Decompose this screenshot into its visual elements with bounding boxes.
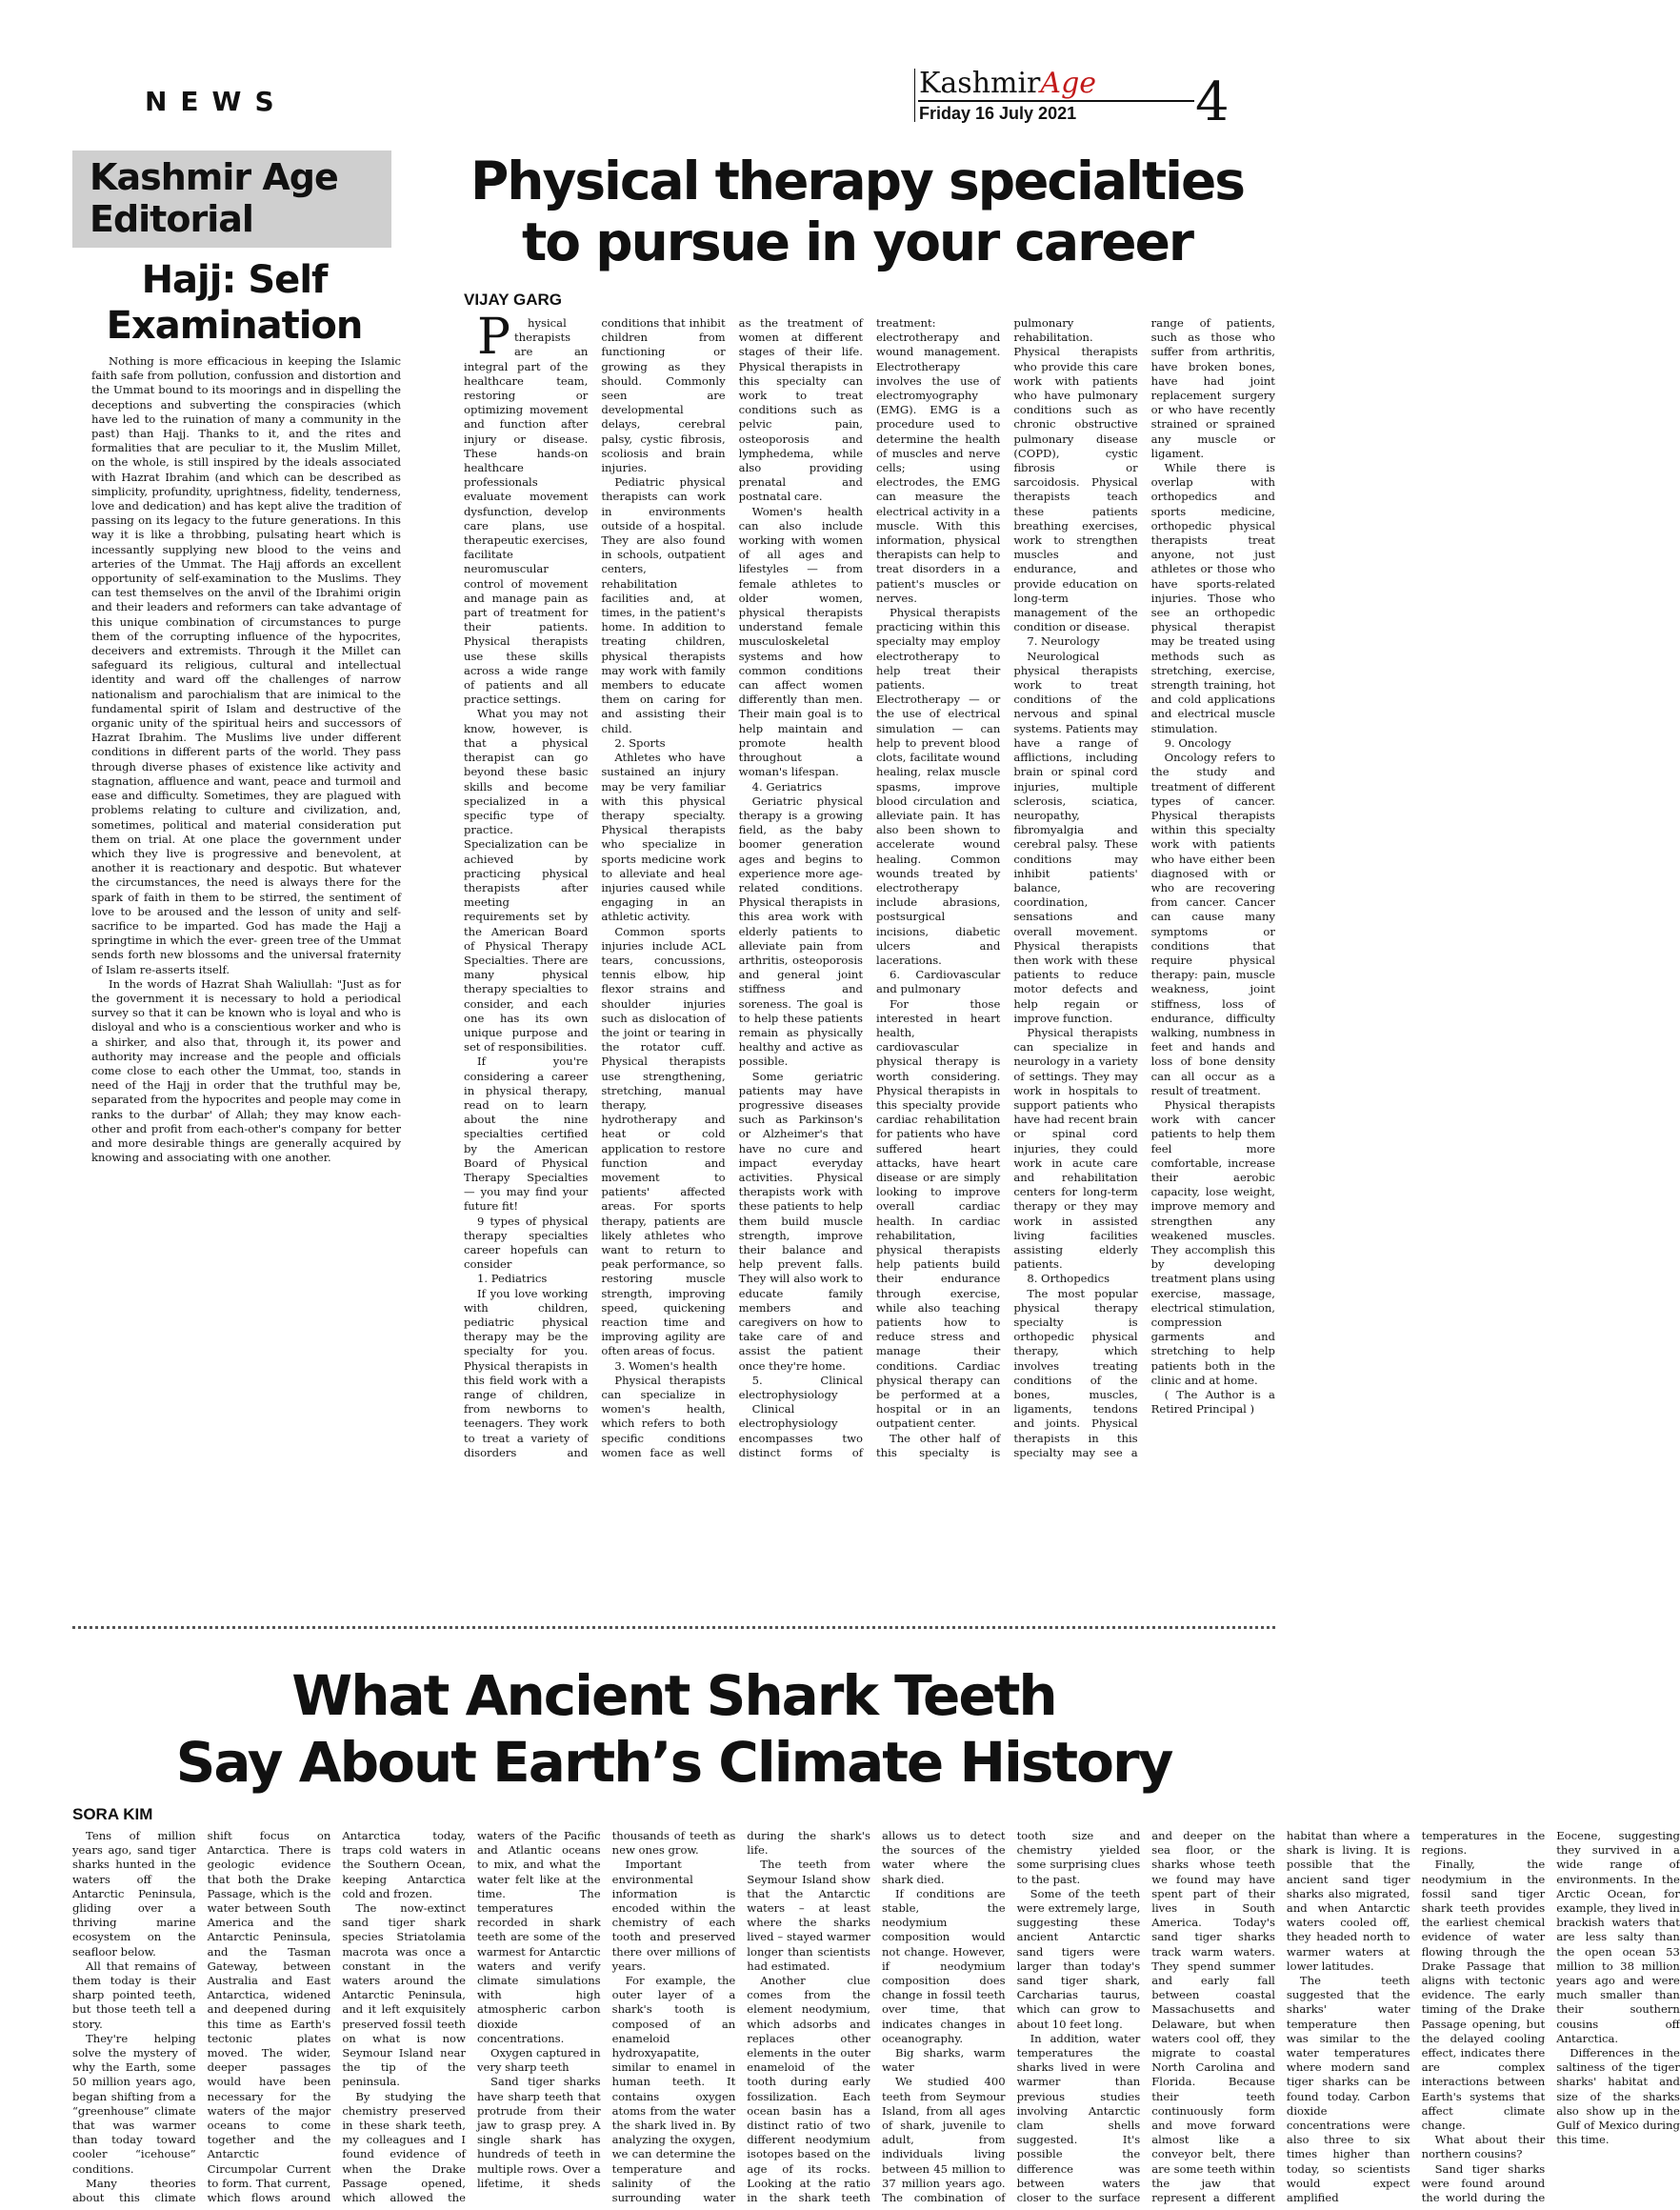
- article-1-headline: [448, 151, 1267, 272]
- article-1-paragraph: 9 types of physical therapy specialties career hopefuls can consider: [464, 1214, 589, 1272]
- article-2-paragraph: The teeth suggested that the sharks' water temperature then was similar to the water temperatures where modern sand tiger sharks can be found today. Carbon dioxide concentrations were also three to six times higher than today, so scientists would expect amplified temperatures in the regions.: [1286, 1829, 1546, 2205]
- editorial-headline-line-2: Examination: [106, 304, 363, 348]
- editorial-headline: [91, 257, 377, 349]
- page-number: 4: [1195, 71, 1230, 133]
- article-2-paragraph: Another clue comes from the element neodymium, which adsorbs and replaces other elements in the outer enameloid of the tooth during early fossilization. Each ocean basin has a distinct ratio of two different neodymium isotopes based on the age of its rocks. Looking at the ratio in the shark teeth allows us to detect the sources of the water where the shark died.: [747, 1829, 1006, 2205]
- article-1-subhead: 5. Clinical electrophysiology: [738, 1373, 863, 1402]
- article-2-paragraph: The teeth from Seymour Island show that the Antarctic waters – at least where the sharks lived – stayed warmer longer than scientists had estimated.: [747, 1858, 870, 1973]
- article-1-paragraph: For those interested in heart health, cardiovascular physical therapy is worth considering. Physical therapists in this specialty provide cardiac rehabilitation for patients who have suffered heart attacks, have heart disease or are simply looking to improve overall cardiac health. In cardiac rehabilitation, physical therapists help patients build their endurance through exercise, while also teaching patients how to reduce stress and manage their conditions. Cardiac physical therapy can be performed at a hospital or in an outpatient center.: [875, 996, 1001, 1431]
- article-1-subhead: 4. Geriatrics: [751, 779, 823, 794]
- article-2-paragraph: For example, the outer layer of a shark's tooth is composed of an enameloid hydroxyapatite, similar to enamel in human teeth. It contains oxygen atoms from the water the shark lived in. By analyzing the oxygen, we can determine the temperature and salinity of the surrounding water during the shark's life.: [611, 1829, 870, 2205]
- article-1-paragraph: Pediatric physical therapists can work in environments outside of a hospital. They are also found in schools, outpatient centers, rehabilitation facilities and, at times, in the patient's home. In addition to treating children, physical therapists may work with family members to educate them on caring for and assisting their child.: [601, 475, 726, 735]
- article-1-paragraph: Physical therapists practicing within this specialty may employ electrotherapy to help treat their patients. Electrotherapy — or the use of electrical simulation — can help to prevent blood clots, facilitate wound healing, relax muscle spasms, improve blood circulation and alleviate pain. It has also been shown to accelerate wound healing. Common wounds treated by electrotherapy include abrasions, postsurgical incisions, diabetic ulcers and lacerations.: [875, 606, 1001, 967]
- article-1-paragraph: Physical therapists are an integral part of the healthcare team, restoring or optimizing movement and function after injury or disease. These hands-on healthcare professionals evaluate movement dysfunction, develop care plans, use therapeutic exercises, facilitate neuromuscular control of movement and manage pain as part of treatment for their patients. Physical therapists use these skills across a wide range of patients and all practice settings.: [464, 309, 589, 707]
- article-1-subhead: 2. Sports: [614, 735, 666, 750]
- article-1-paragraph: Physical therapists can specialize in women's health, which refers to both specific conditions women face as well as the treatment of women at different stages of their life. Physical therapists in this specialty can work to treat conditions such as pelvic pain, osteoporosis and lymphedema, while also providing prenatal and postnatal care.: [601, 316, 863, 1459]
- article-1-subhead: 1. Pediatrics: [477, 1272, 548, 1286]
- article-1-paragraph: Athletes who have sustained an injury may be very familiar with this physical therapy specialty. Physical therapists who specialize in sports medicine work to alleviate and heal injuries caused while engaging in an athletic activity.: [601, 751, 726, 924]
- article-2-paragraph: In addition, water temperatures the sharks lived in were warmer than previous studies involving Antarctic clam shells suggested. It's possible the difference was between waters closer to the surface and deeper on the sea floor, or the sharks whose teeth we found may have spent part of their lives in South America. Today's sand tiger sharks track warm waters. They spend summer and early fall between coastal Massachusetts and Delaware, but when waters cool off, they migrate to coastal North Carolina and Florida. Because their teeth continuously form and move forward almost like a conveyor belt, there are some teeth within the jaw that represent a different habitat than where a shark is living. It is possible that the ancient sand tiger sharks also migrated, and when Antarctic waters cooled off, they headed north to warmer waters at lower latitudes.: [1016, 1829, 1410, 2205]
- article-2-byline: SORA KIM: [72, 1805, 153, 1823]
- article-2-body: [72, 1829, 1680, 2210]
- article-2-paragraph: If conditions are stable, the neodymium composition would not change. However, if neodymium composition does change in fossil teeth over time, that indicates changes in oceanography.: [881, 1886, 1006, 2045]
- article-1-paragraph: What you may not know, however, is that a physical therapist can go beyond these basic skills and become specialized in a specific type of practice. Specialization can be achieved by practicing physical therapists after meeting requirements set by the American Board of Physical Therapy Specialties. There are many physical therapy specialties to consider, and each one has its own unique purpose and set of responsibilities.: [464, 707, 589, 1055]
- article-2-subhead: Oxygen captured in very sharp teeth: [476, 2046, 601, 2075]
- article-1-paragraph: Oncology refers to the study and treatment of different types of cancer. Physical therapists within this specialty work with patients who have either been diagnosed with or who are recovering from cancer. Cancer can cause many symptoms or conditions that require physical therapy: pain, muscle weakness, joint stiffness, loss of endurance, difficulty walking, numbness in feet and hands and loss of bone density can all occur as a result of treatment.: [1150, 751, 1275, 1097]
- article-1-paragraph: If you're considering a career in physical therapy, read on to learn about the nine specialties certified by the American Board of Physical Therapy Specialties — you may find your future fit!: [464, 1055, 589, 1214]
- article-2-headline-line-2: Say About Earth’s Climate History: [175, 1730, 1172, 1795]
- article-2-headline-line-1: What Ancient Shark Teeth: [291, 1663, 1056, 1728]
- article-2-paragraph: Many theories about this climate shift focus on Antarctica. There is geologic evidence that both the Drake Passage, which is the water between South America and the Antarctic Peninsula, and the Tasman Gateway, between Australia and East Antarctica, widened and deepened during this time as Earth's tectonic plates moved. The wider, deeper passages would have been necessary for the waters of the major oceans to come together and the Antarctic Circumpolar Current to form. That current, which flows around Antarctica today, traps cold waters in the Southern Ocean, keeping Antarctica cold and frozen.: [72, 1829, 466, 2205]
- editorial-title-line-2: Editorial: [90, 198, 253, 240]
- editorial-section-title: [90, 156, 338, 240]
- article-2-paragraph: They're helping solve the mystery of why the Earth, some 50 million years ago, began shifting from a “greenhouse” climate that was warmer than today toward cooler “icehouse” conditions.: [72, 2031, 196, 2176]
- article-1-paragraph: If you love working with children, pediatric physical therapy may be the specialty for you. Physical therapists in this field work with a range of children, from newborns to teenagers. They work to treat a variety of disorders and conditions that inhibit children from functioning or growing as they should. Commonly seen are developmental delays, cerebral palsy, cystic fibrosis, scoliosis and brain injuries.: [464, 316, 726, 1459]
- issue-date: Friday 16 July 2021: [919, 104, 1077, 123]
- editorial-paragraph: Nothing is more efficacious in keeping the Islamic faith safe from pollution, confussion and distortion and the Ummat bound to its moorings and in dispelling the deceptions and subverting the conspiracies (which have led to the ruination of many a community in the past) than Hajj. Thanks to it, and the rites and formalities that are peculiar to it, the Muslim Millet, on the whole, is still inspired by the ideals associated with Hazrat Ibrahim (and which can be described as simplicity, profundity, uprightness, fidelity, tenderness, love and dedication) and has kept alive the tradition of passing on its legacy to the future generations. In this way it is like a throbbing, pulsating heart which is incessantly supplying new blood to the veins and arteries of the Ummat. The Hajj affords an excellent opportunity of self-examination to the Muslims. They can test themselves on the anvil of the Ibrahimi origin and their leaders and reformers can take advantage of this unique combination of circumstances to purge them of the corrupting influence of the hypocrites, deceivers and extremists. Through it the Millet can safeguard its religious, cultural and intellectual identity and ward off the challenges of narrow nationalism and parochialism that are inimical to the fundamental spirit of Islam and destructive of the organic unity of the spiritual heirs and successors of Hazrat Ibrahim. The Muslims live under different conditions in different parts of the world. They pass through diverse phases of existence like activity and stagnation, affluence and want, peace and turmoil and ease and difficulty. Sometimes, they are plagued with problems relating to culture and civilization, and, sometimes, political and material consideration put them on trial. At one place the government under which they live is progressive and benevolent, at another it is reactionary and despotic. But whatever the circumstances, the need is always there for the spark of faith in them to be stirred, the sentiment of love to be aroused and the lesson of unity and self-sacrifice to be imparted. God has made the Hajj a springtime in which the ever- green tree of the Ummat sends forth new blossoms and the universal fraternity of Islam re-asserts itself.: [91, 354, 401, 976]
- article-1-paragraph: The other half of this specialty is pulmonary rehabilitation. Physical therapists who provide this care work with patients who have pulmonary conditions such as chronic obstructive pulmonary disease (COPD), cystic fibrosis or sarcoidosis. Physical therapists teach these patients breathing exercises, work to strengthen muscles and endurance, and provide education on long-term management of the condition or disease.: [875, 316, 1138, 1459]
- editorial-title-line-1: Kashmir Age: [90, 156, 338, 198]
- article-2-paragraph: Tens of million years ago, sand tiger sharks hunted in the waters off the Antarctic Peninsula, gliding over a thriving marine ecosystem on the seafloor below.: [72, 1829, 196, 1959]
- editorial-tab-corner: [329, 151, 391, 248]
- article-1-body: [464, 309, 1275, 1612]
- article-1-headline-line-2: to pursue in your career: [521, 211, 1192, 272]
- article-1-paragraph: Clinical electrophysiology encompasses two distinct forms of treatment: electrotherapy and wound management. Electrotherapy involves the use of electromyography (EMG). EMG is a procedure used to determine the health of muscles and nerve cells; using electrodes, the EMG can measure the electrical activity in a muscle. With this information, physical therapists can help to treat disorders in a patient's muscles or nerves.: [738, 316, 1001, 1459]
- header-divider: [914, 69, 915, 122]
- article-2-paragraph: We studied 400 teeth from Seymour Island, from all ages of shark, juvenile to adult, from individuals living between 45 million to 37 million years ago. The combination of tooth size and chemistry yielded some surprising clues to the past.: [881, 1829, 1141, 2205]
- article-1-subhead: 7. Neurology: [1027, 634, 1100, 649]
- article-1-subhead: 8. Orthopedics: [1027, 1272, 1110, 1286]
- article-1-paragraph: Neurological physical therapists work to treat conditions of the nervous and spinal systems. Patients may have a range of afflictions, including brain or spinal cord injuries, multiple sclerosis, sciatica, neuropathy, fibromyalgia and cerebral palsy. These conditions may inhibit patients' balance, coordination, sensations and overall movement. Physical therapists then work with these patients to reduce motor defects and help regain or improve function.: [1013, 649, 1138, 1025]
- article-2-paragraph: The now-extinct sand tiger shark species Striatolamia macrota was once a constant in the waters around the Antarctic Peninsula, and it left exquisitely preserved fossil teeth on what is now Seymour Island near the tip of the peninsula.: [342, 1901, 466, 2089]
- article-2-paragraph: Differences in the saltiness of the tiger sharks' habitat and size of the sharks also show up in the Gulf of Mexico during this time.: [1556, 2046, 1680, 2147]
- article-1-paragraph: Some geriatric patients may have progressive diseases such as Parkinson's or Alzheimer's that have no cure and impact everyday activities. Physical therapists work with these patients to help them build muscle strength, improve their balance and help prevent falls. They will also work to educate family members and caregivers on how to take care of and assist the patient once they're home.: [738, 1069, 863, 1373]
- brand-prefix: Kashmir: [919, 67, 1041, 100]
- article-1-paragraph: The most popular physical therapy specialty is orthopedic physical therapy, which involves treating conditions of the bones, muscles, ligaments, tendons and joints. Physical therapists in this specialty may see a range of patients, such as those who suffer from arthritis, have broken bones, have had joint replacement surgery or who have recently strained or sprained any muscle or ligament.: [1013, 316, 1275, 1459]
- section-label: NEWS: [145, 86, 288, 117]
- editorial-body: [91, 354, 401, 1612]
- article-1-subhead: 3. Women's health: [614, 1358, 718, 1373]
- article-2-paragraph: Finally, the neodymium in the fossil sand tiger shark teeth provides the earliest chemical evidence of water flowing through the Drake Passage that aligns with tectonic evidence. The early timing of the Drake Passage opening, but the delayed cooling effect, indicates there are complex interactions between Earth's systems that affect climate change.: [1421, 1858, 1546, 2133]
- article-1-paragraph: Women's health can also include working with women of all ages and lifestyles — from female athletes to older women, physical therapists understand female musculoskeletal systems and how common conditions can affect women differently than men. Their main goal is to help maintain and promote health throughout a woman's lifespan.: [738, 504, 863, 779]
- article-2-paragraph: What about their northern cousins?: [1421, 2133, 1546, 2161]
- article-2-subhead: Sand tiger sharks were found around the world during the Eocene, suggesting they survived in a wide range of environments. In the Arctic Ocean, for example, they lived in brackish waters that are less salty than the open ocean 53 million to 38 million years ago and were much smaller than their southern cousins off Antarctica.: [1421, 1829, 1680, 2205]
- article-2-paragraph: Some of the teeth were extremely large, suggesting these ancient Antarctic sand tigers were larger than today's sand tiger shark, Carcharias taurus, which can grow to about 10 feet long.: [1016, 1886, 1141, 2031]
- editorial-paragraph: In the words of Hazrat Shah Waliullah: "Just as for the government it is necessary to hold a periodical survey so that it can be known who is loyal and who is disloyal and who is a conscientious worker and who is a shirker, and also that, through it, its power and authority may increase and the people and officials come close to each other the Ummat, too, stands in need of the Hajj in order that the truthful may be, separated from the hypocrites and people may come in ranks to the durbar' of Allah; they may know each-other and profit from each-other's company for better and more desirable things are generally acquired by knowing and associating with one another.: [91, 976, 401, 1165]
- article-2-paragraph: All that remains of them today is their sharp pointed teeth, but those teeth tell a story.: [72, 1959, 196, 2031]
- article-1-paragraph: While there is overlap with orthopedics and sports medicine, orthopedic physical therapists treat anyone, not just athletes or those who have sports-related injuries. Those who see an orthopedic physical therapist may be treated using methods such as stretching, exercise, strength training, hot and cold applications and electrical muscle stimulation.: [1150, 461, 1275, 735]
- article-2-subhead: Big sharks, warm water: [881, 2046, 1006, 2075]
- article-1-byline: VIJAY GARG: [464, 291, 562, 309]
- article-1-subhead: 6. Cardiovascular and pulmonary: [875, 968, 1001, 996]
- brand-suffix: Age: [1040, 67, 1097, 100]
- masthead-logo: [919, 67, 1096, 100]
- article-1-paragraph: Physical therapists can specialize in neurology in a variety of settings. They may work in hospitals to support patients who have had recent brain or spinal cord injuries, they could work in acute care and rehabilitation centers for long-term therapy or they may work in assisted living facilities assisting elderly patients.: [1013, 1025, 1138, 1272]
- section-divider: [72, 1626, 1275, 1629]
- editorial-headline-line-1: Hajj: Self: [141, 258, 328, 302]
- article-1-paragraph: Common sports injuries include ACL tears, concussions, tennis elbow, hip flexor strains and shoulder injuries such as dislocation of the joint or tearing in the rotator cuff. Physical therapists use strengthening, stretching, manual therapy, hydrotherapy and heat or cold application to restore function and movement to patients' affected areas. For sports therapy, patients are likely athletes who want to return to peak performance, so restoring muscle strength, improving speed, quickening reaction time and improving agility are often areas of focus.: [601, 924, 726, 1358]
- article-1-author-note: ( The Author is a Retired Principal ): [1150, 1388, 1275, 1416]
- header-rule: [918, 100, 1194, 102]
- article-1-headline-line-1: Physical therapy specialties: [470, 151, 1244, 211]
- article-2-paragraph: By studying the chemistry preserved in these shark teeth, my colleagues and I found evidence of when the Drake Passage opened, which allowed the waters of the Pacific and Atlantic oceans to mix, and what the water felt like at the time. The temperatures recorded in shark teeth are some of the warmest for Antarctic waters and verify climate simulations with high atmospheric carbon dioxide concentrations.: [342, 1829, 601, 2205]
- article-1-subhead: 9. Oncology: [1164, 735, 1231, 750]
- article-1-paragraph: Physical therapists work with cancer patients to help them feel more comfortable, increase their aerobic capacity, lose weight, improve memory and strengthen any weakened muscles. They accomplish this by developing treatment plans using exercise, massage, electrical stimulation, compression garments and stretching to help patients both in the clinic and at home.: [1150, 1097, 1275, 1387]
- article-2-headline: [72, 1662, 1275, 1796]
- article-2-paragraph: Important environmental information is encoded within the chemistry of each tooth and preserved there over millions of years.: [611, 1858, 736, 1973]
- article-1-paragraph: Geriatric physical therapy is a growing field, as the baby boomer generation ages and begins to experience more age-related conditions. Physical therapists in this area work with elderly patients to alleviate pain from arthritis, osteoporosis and general joint stiffness and soreness. The goal is to help these patients remain as physically healthy and active as possible.: [738, 794, 863, 1069]
- article-2-paragraph: Sand tiger sharks have sharp teeth that protrude from their jaw to grasp prey. A single shark has hundreds of teeth in multiple rows. Over a lifetime, it sheds thousands of teeth as new ones grow.: [476, 1829, 736, 2190]
